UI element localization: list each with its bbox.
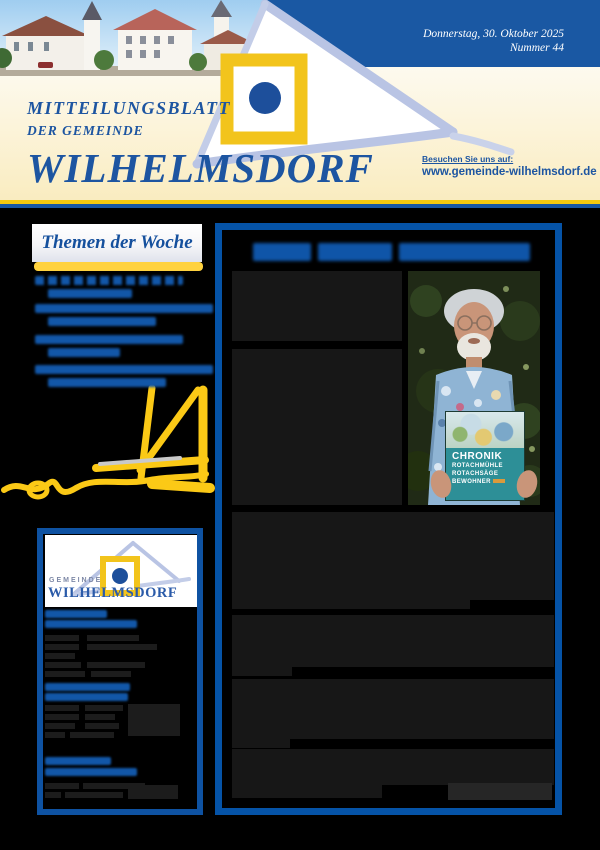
- redacted-text-bar: [35, 365, 213, 374]
- book-subtitle-line: ROTACHMÜHLE: [452, 463, 503, 469]
- redacted-text-bar: [48, 289, 132, 298]
- header-rule-blue: [0, 204, 600, 208]
- book-cover: [446, 412, 524, 500]
- redacted-text-bar: [35, 335, 183, 344]
- masthead: [27, 98, 374, 192]
- redacted-text-bar: [35, 304, 213, 313]
- issue-number: Nummer 44: [510, 42, 564, 54]
- topics-title: Themen der Woche: [41, 232, 193, 253]
- book-subtitle-line: BEWOHNER: [452, 478, 524, 486]
- redacted-text-bar: [48, 317, 156, 326]
- municipal-logo-box: [45, 535, 197, 607]
- logo-municipality-name: WILHELMSDORF: [48, 585, 178, 601]
- redacted-text-bar: [35, 276, 183, 285]
- masthead-line1: MITTEILUNGSBLATT: [27, 98, 232, 118]
- header: [0, 0, 600, 200]
- crayon-sketch-graphic: [0, 382, 215, 522]
- book-cover-text: [446, 448, 524, 500]
- logo-department-label: GEMEINDE: [49, 577, 103, 584]
- topics-header-box: [32, 224, 202, 262]
- book-accent-mark: [493, 479, 505, 483]
- book-cover-art: [446, 412, 524, 448]
- masthead-line2: DER GEMEINDE: [27, 123, 144, 138]
- book-title: CHRONIK: [452, 451, 503, 462]
- masthead-title: WILHELMSDORF: [27, 145, 374, 191]
- visit-block: [422, 154, 597, 178]
- redacted-text-bar: [48, 348, 120, 357]
- topics-rule: [34, 262, 203, 271]
- website-link[interactable]: www.gemeinde-wilhelmsdorf.de: [422, 166, 597, 178]
- book-subtitle-line: ROTACHSÄGE: [452, 471, 499, 477]
- visit-label: Besuchen Sie uns auf:: [422, 154, 514, 164]
- issue-date-line: Donnerstag, 30. Oktober 2025: [423, 28, 564, 40]
